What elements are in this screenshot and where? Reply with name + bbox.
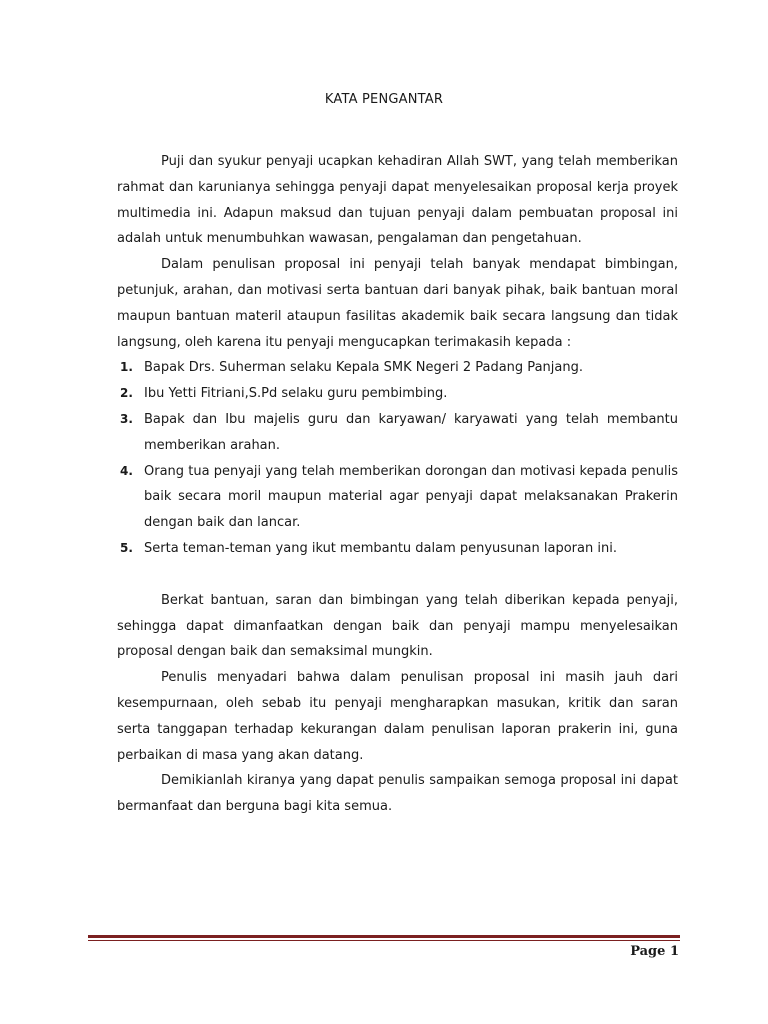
document-body [117, 149, 678, 820]
list-text: Bapak Drs. Suherman selaku Kepala SMK Negeri 2 Padang Panjang. [144, 360, 583, 376]
list-text: Orang tua penyaji yang telah memberikan dorongan dan motivasi kepada penulis baik secara moril maupun material agar penyaji dapat melaksanakan Prakerin dengan baik dan lancar. [144, 463, 678, 531]
list-text: Bapak dan Ibu majelis guru dan karyawan/ karyawati yang telah membantu memberikan arahan. [144, 411, 678, 453]
list-number: 5. [120, 540, 133, 555]
list-text: Serta teman-teman yang ikut membantu dalam penyusunan laporan ini. [144, 540, 617, 556]
list-number: 2. [120, 386, 133, 401]
footer-rule-thick [88, 935, 680, 938]
footer-rule-thin [88, 940, 680, 941]
list-number: 3. [120, 411, 133, 426]
intro-paragraph-1: Puji dan syukur penyaji ucapkan kehadiran Allah SWT, yang telah memberikan rahmat dan karunianya sehingga penyaji dapat menyelesaikan proposal kerja proyek multimedia ini. Adapun maksud dan tujuan penyaji dalam pembuatan proposal ini adalah untuk menumbuhkan wawasan, pengalaman dan pengetahuan. [117, 154, 678, 247]
list-item [117, 536, 678, 562]
thanks-list [117, 355, 678, 561]
list-item [117, 459, 678, 536]
list-item [117, 355, 678, 381]
list-item [117, 407, 678, 459]
list-number: 4. [120, 463, 133, 478]
footer-divider [88, 935, 680, 941]
closing-paragraph-1: Berkat bantuan, saran dan bimbingan yang telah diberikan kepada penyaji, sehingga dapat dimanfaatkan dengan baik dan penyaji mampu menyelesaikan proposal dengan baik dan semaksimal mungkin. [117, 592, 678, 660]
list-item [117, 381, 678, 407]
list-number: 1. [120, 360, 133, 375]
document-title: KATA PENGANTAR [324, 92, 444, 107]
intro-paragraph-2: Dalam penulisan proposal ini penyaji telah banyak mendapat bimbingan, petunjuk, arahan, dan motivasi serta bantuan dari banyak pihak, baik bantuan moral maupun bantuan materil ataupun fasilitas akademik baik secara langsung dan tidak langsung, oleh karena itu penyaji mengucapkan terimakasih kepada : [117, 257, 678, 350]
list-text: Ibu Yetti Fitriani,S.Pd selaku guru pembimbing. [144, 386, 448, 402]
closing-paragraph-2: Penulis menyadari bahwa dalam penulisan proposal ini masih jauh dari kesempurnaan, oleh sebab itu penyaji mengharapkan masukan, kritik dan saran serta tanggapan terhadap kekurangan dalam penulisan laporan prakerin ini, guna perbaikan di masa yang akan datang. [117, 670, 678, 763]
closing-paragraph-3: Demikianlah kiranya yang dapat penulis sampaikan semoga proposal ini dapat bermanfaat dan berguna bagi kita semua. [117, 773, 678, 815]
page-number: Page 1 [630, 944, 679, 959]
